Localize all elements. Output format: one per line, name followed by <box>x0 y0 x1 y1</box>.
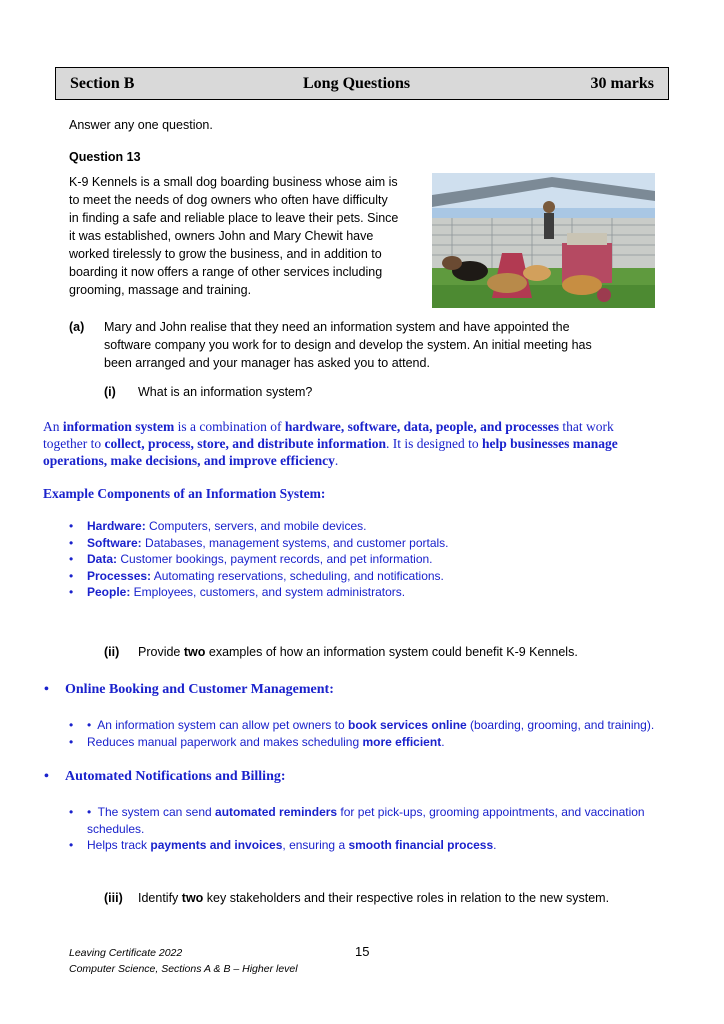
benefit-2-heading: • Automated Notifications and Billing: <box>0 769 286 785</box>
list-item: • • The system can send automated reminders for pet pick-ups, grooming appointments, and vaccination schedules. <box>65 804 695 837</box>
intro-paragraph <box>69 173 429 299</box>
part-a-text <box>104 318 664 372</box>
list-item: • Data: Customer bookings, payment records, and pet information. <box>65 551 685 568</box>
q-i-label: (i) <box>104 385 116 399</box>
intro-line: boarding it now offers a range of other services including <box>69 265 383 279</box>
list-item: • • An information system can allow pet owners to book services online (boarding, grooming, and training). <box>65 717 695 734</box>
section-marks: 30 marks <box>590 75 654 92</box>
q-iii-text: Identify two key stakeholders and their respective roles in relation to the new system. <box>138 891 610 905</box>
footer-subject: Computer Science, Sections A & B – Higher level <box>69 963 298 975</box>
list-item: • Processes: Automating reservations, scheduling, and notifications. <box>65 568 685 585</box>
list-item: • Reduces manual paperwork and makes scheduling more efficient. <box>65 734 695 751</box>
benefit-1-heading: • Online Booking and Customer Management: <box>0 682 334 698</box>
list-item: • Hardware: Computers, servers, and mobile devices. <box>65 518 685 535</box>
intro-line: grooming, massage and training. <box>69 283 252 297</box>
part-a-label: (a) <box>69 320 85 334</box>
q-iii-label: (iii) <box>104 891 123 905</box>
components-heading: Example Components of an Information System: <box>43 486 326 501</box>
intro-line: K-9 Kennels is a small dog boarding business whose aim is <box>69 175 398 189</box>
benefit-2-list <box>65 804 695 854</box>
intro-line: it was established, owners John and Mary Chewit have <box>69 229 374 243</box>
intro-line: worked tirelessly to grow the business, and in addition to <box>69 247 382 261</box>
part-a-line: been arranged and your manager has asked you to attend. <box>104 356 430 370</box>
footer-exam: Leaving Certificate 2022 <box>69 947 183 959</box>
answer-line: An information system is a combination of hardware, software, data, people, and processes that work <box>43 419 614 434</box>
section-label: Section B <box>70 75 135 92</box>
answer-line: operations, make decisions, and improve efficiency. <box>43 453 339 468</box>
instruction: Answer any one question. <box>69 118 213 132</box>
benefit-1-list <box>65 717 695 750</box>
list-item: • People: Employees, customers, and system administrators. <box>65 584 685 601</box>
intro-line: to meet the needs of dog owners who often have difficulty <box>69 193 388 207</box>
list-item: • Software: Databases, management systems, and customer portals. <box>65 535 685 552</box>
list-item: • Helps track payments and invoices, ensuring a smooth financial process. <box>65 837 695 854</box>
q-ii-text: Provide two examples of how an information system could benefit K-9 Kennels. <box>138 645 578 659</box>
q-ii-label: (ii) <box>104 645 120 659</box>
answer-line: together to collect, process, store, and distribute information. It is designed to help businesses manage <box>43 436 618 451</box>
kennel-dogs-photo <box>432 173 655 308</box>
answer-i <box>43 418 683 469</box>
components-list <box>65 518 685 601</box>
part-a-line: Mary and John realise that they need an information system and have appointed the <box>104 320 570 334</box>
question-label: Question 13 <box>69 150 141 164</box>
section-title: Long Questions <box>303 75 411 92</box>
part-a-line: software company you work for to design and develop the system. An initial meeting has <box>104 338 592 352</box>
intro-line: in finding a safe and reliable place to leave their pets. Since <box>69 211 399 225</box>
page-number: 15 <box>355 944 370 959</box>
section-header <box>55 67 669 100</box>
footer <box>69 945 298 977</box>
q-i-text: What is an information system? <box>138 385 313 399</box>
